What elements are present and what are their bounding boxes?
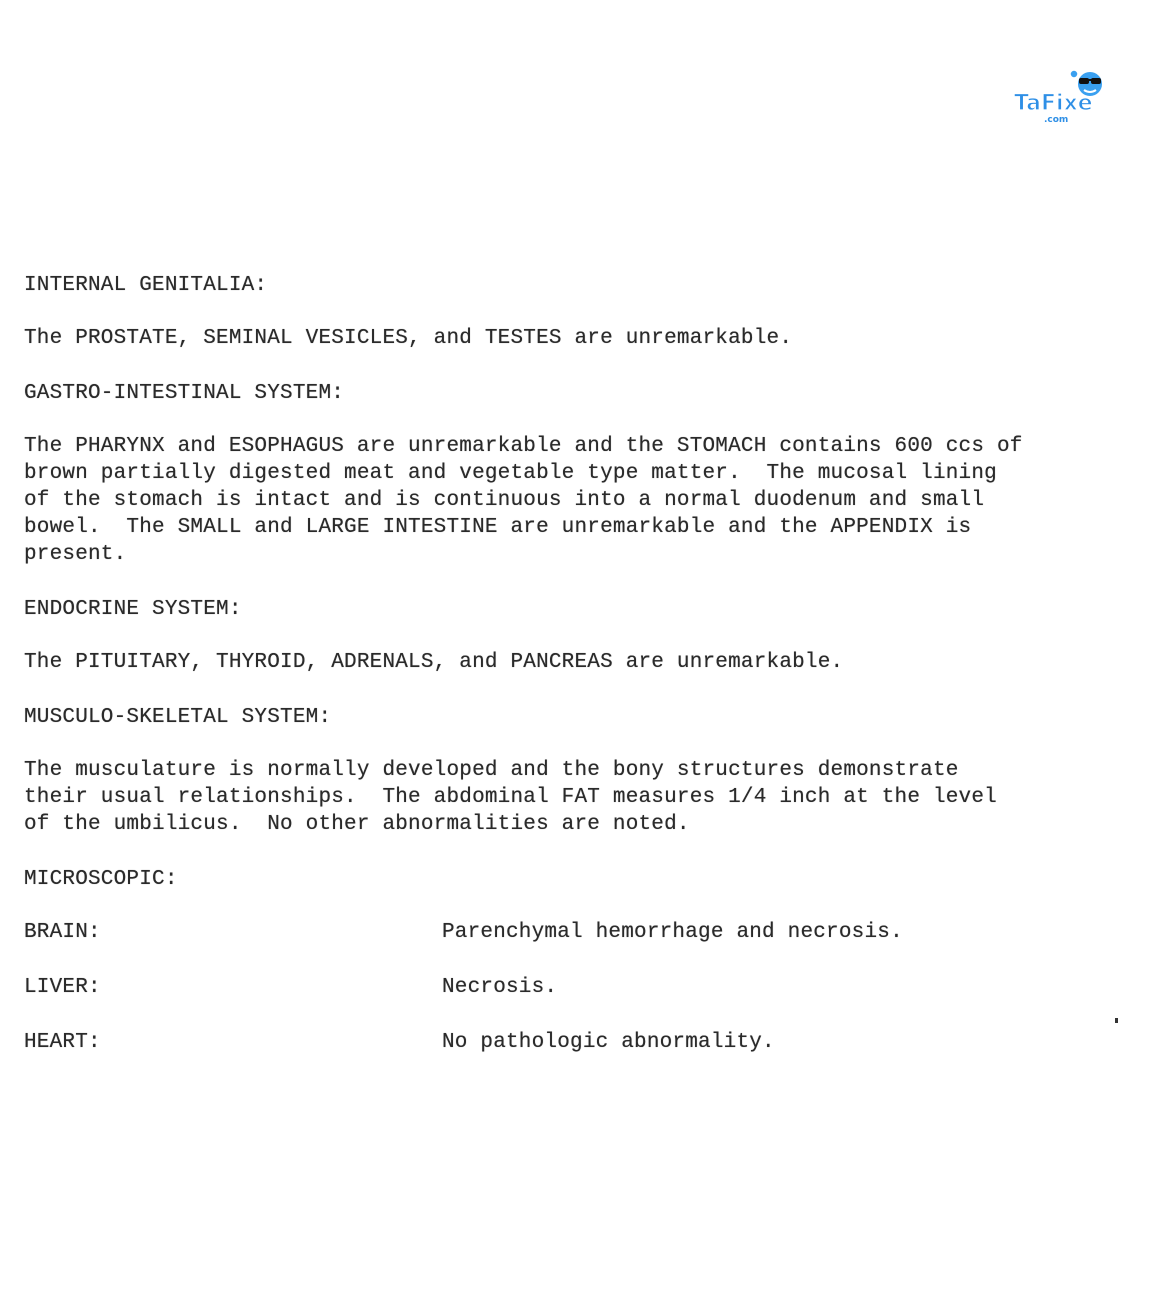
internal-genitalia-heading: INTERNAL GENITALIA: <box>24 274 268 297</box>
microscopic-finding: Necrosis. <box>442 976 558 999</box>
musculo-skeletal-heading: MUSCULO-SKELETAL SYSTEM: <box>24 706 332 729</box>
logo-wordmark: TaFixe <box>1014 91 1093 116</box>
microscopic-row-brain <box>24 919 1134 946</box>
microscopic-label: HEART: <box>24 1031 101 1054</box>
musculo-skeletal-line: their usual relationships. The abdominal FAT measures 1/4 inch at the level <box>24 786 997 809</box>
microscopic-row-heart <box>24 1029 1134 1056</box>
tafixe-logo <box>1010 66 1114 126</box>
microscopic-label: BRAIN: <box>24 921 101 944</box>
tafixe-logo-graphic <box>1010 66 1114 126</box>
musculo-skeletal-line: of the umbilicus. No other abnormalities are noted. <box>24 813 690 836</box>
gastro-intestinal-line: The PHARYNX and ESOPHAGUS are unremarkable and the STOMACH contains 600 ccs of <box>24 435 1023 458</box>
musculo-skeletal-line: The musculature is normally developed and the bony structures demonstrate <box>24 759 959 782</box>
endocrine-line: The PITUITARY, THYROID, ADRENALS, and PANCREAS are unremarkable. <box>24 651 844 674</box>
gastro-intestinal-line: bowel. The SMALL and LARGE INTESTINE are unremarkable and the APPENDIX is <box>24 516 972 539</box>
internal-genitalia-line: The PROSTATE, SEMINAL VESICLES, and TESTES are unremarkable. <box>24 327 793 350</box>
scan-speck <box>1115 1018 1118 1023</box>
gastro-intestinal-line: brown partially digested meat and vegetable type matter. The mucosal lining <box>24 462 997 485</box>
microscopic-finding: Parenchymal hemorrhage and necrosis. <box>442 921 903 944</box>
gastro-intestinal-heading: GASTRO-INTESTINAL SYSTEM: <box>24 382 345 405</box>
gastro-intestinal-line: of the stomach is intact and is continuous into a normal duodenum and small <box>24 489 985 512</box>
microscopic-label: LIVER: <box>24 976 101 999</box>
logo-domain: .com <box>1044 115 1069 125</box>
microscopic-finding: No pathologic abnormality. <box>442 1031 775 1054</box>
microscopic-row-liver <box>24 974 1134 1001</box>
endocrine-heading: ENDOCRINE SYSTEM: <box>24 598 242 621</box>
microscopic-heading: MICROSCOPIC: <box>24 868 178 891</box>
gastro-intestinal-line: present. <box>24 543 127 566</box>
autopsy-report-page <box>24 272 1134 1056</box>
